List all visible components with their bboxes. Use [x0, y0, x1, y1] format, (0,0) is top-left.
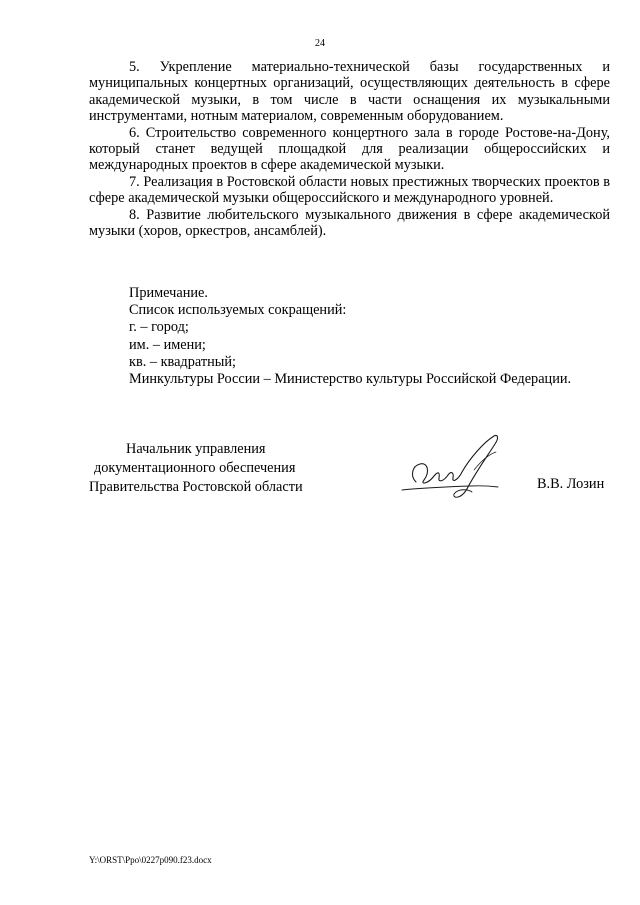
abbreviation-item: Минкультуры России – Министерство культуры Российской Федерации. — [129, 371, 572, 388]
handwritten-signature — [398, 432, 508, 504]
paragraph-item-6: 6. Строительство современного концертного зала в городе Ростове-на-Дону, который станет ведущей площадкой для реализации общероссийских и международных проектов в сфере академической музыки. — [89, 124, 610, 174]
signatory-title-line: Начальник управления — [126, 441, 266, 457]
document-body — [89, 59, 610, 239]
signatory-name: В.В. Лозин — [537, 476, 605, 492]
abbreviations-note — [129, 285, 619, 388]
signatory-title-line: Правительства Ростовской области — [89, 479, 303, 495]
page-number: 24 — [315, 38, 325, 49]
paragraph-item-5: 5. Укрепление материально-технической базы государственных и муниципальных концертных организаций, осуществляющих деятельность в сфере академической музыки, в том числе в части оснащения их музыкальными инструментами, нотным материалом, современным оборудованием. — [89, 59, 610, 125]
abbreviation-item: г. – город; — [129, 319, 189, 336]
abbreviation-item: кв. – квадратный; — [129, 353, 236, 370]
file-path-footer: Y:\ORST\Ppo\0227p090.f23.docx — [89, 855, 212, 865]
paragraph-item-8: 8. Развитие любительского музыкального движения в сфере академической музыки (хоров, оркестров, ансамблей). — [89, 206, 610, 240]
signatory-title-line: документационного обеспечения — [94, 460, 296, 476]
signatory-title — [89, 440, 349, 497]
note-heading: Примечание. — [129, 285, 208, 301]
abbreviation-item: им. – имени; — [129, 336, 206, 353]
paragraph-item-7: 7. Реализация в Ростовской области новых престижных творческих проектов в сфере академической музыки общероссийского и международного уровней. — [89, 173, 610, 207]
abbreviations-list-title: Список используемых сокращений: — [129, 302, 347, 319]
